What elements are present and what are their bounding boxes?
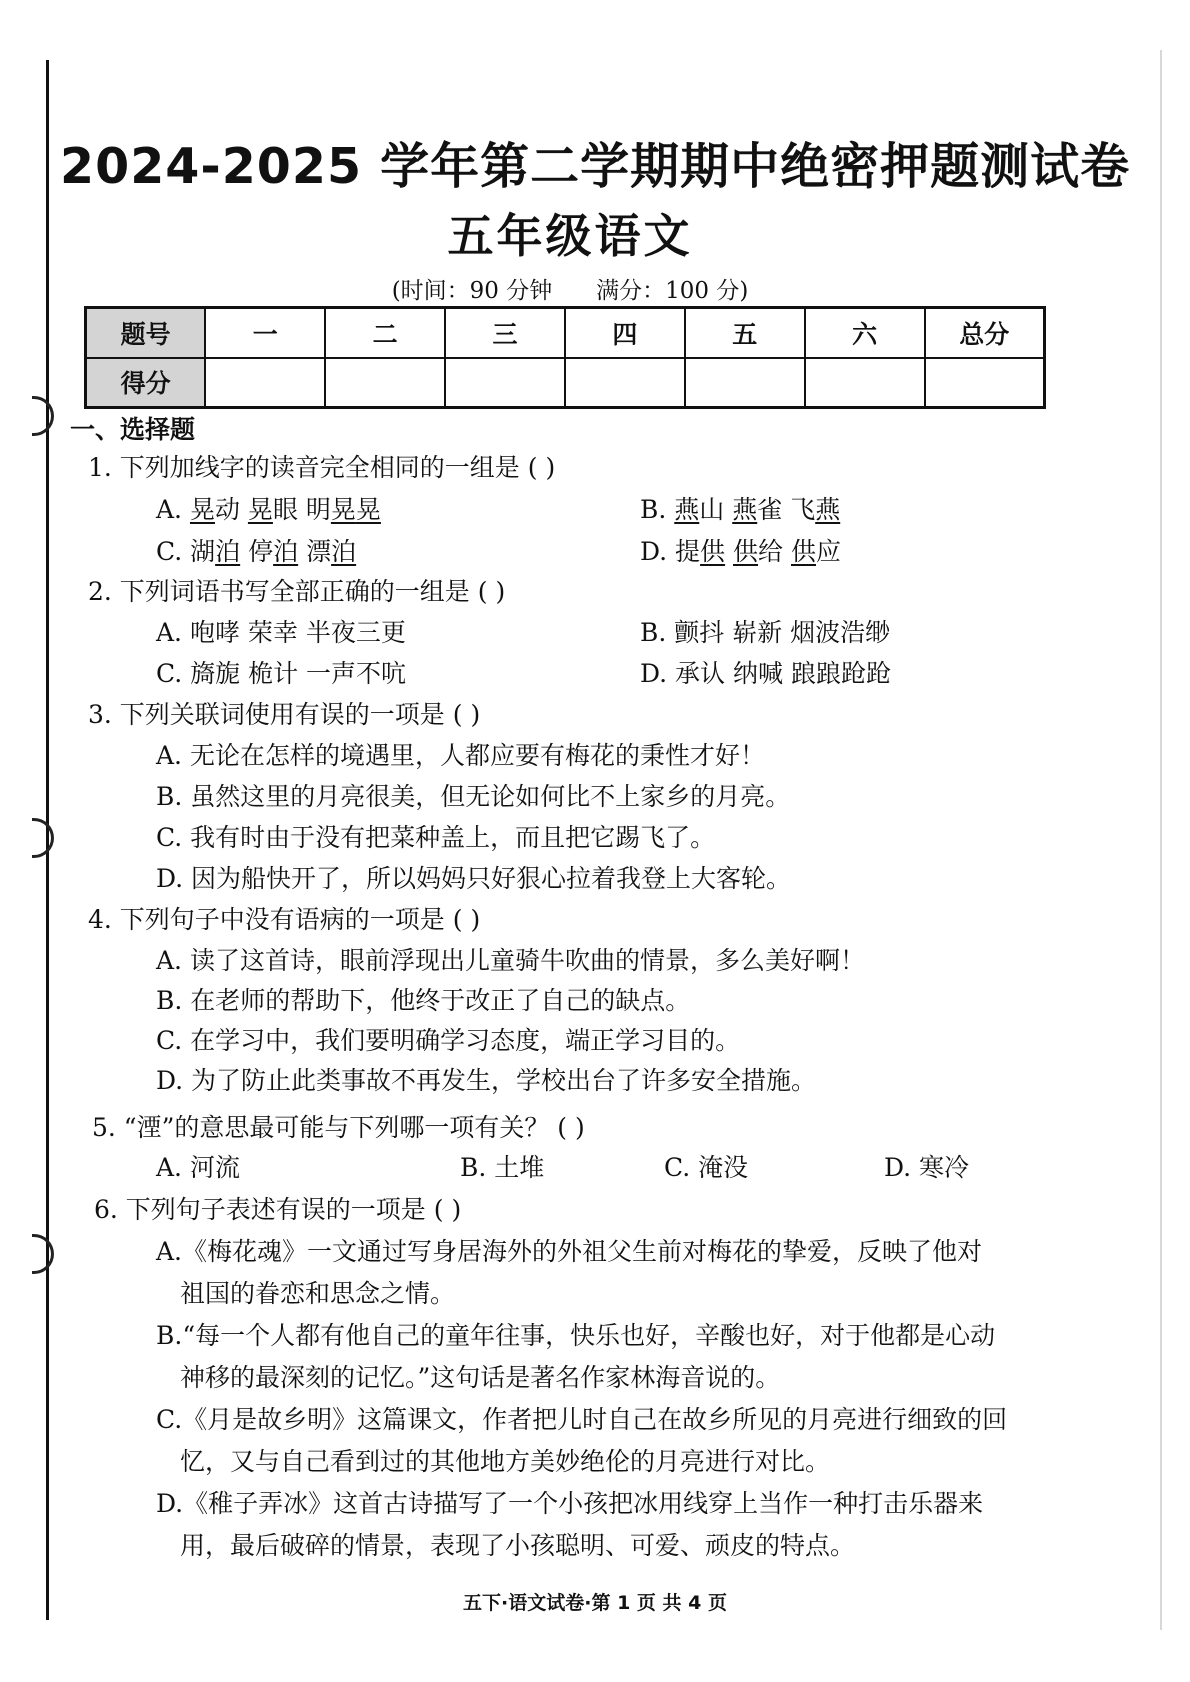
score-table-col: 四 [565,308,685,358]
page-footer: 五下·语文试卷·第 1 页 共 4 页 [463,1592,727,1614]
question-6-option-b-cont: 神移的最深刻的记忆。”这句话是著名作家林海音说的。 [180,1363,781,1392]
question-4-option-c: C. 在学习中，我们要明确学习态度，端正学习目的。 [156,1026,741,1055]
question-5-option-b: B. 土堆 [460,1153,545,1182]
question-1-stem: 1. 下列加线字的读音完全相同的一组是 ( ) [88,453,556,482]
question-5-option-d: D. 寒冷 [884,1153,970,1182]
binding-hole-mark [32,1234,54,1274]
question-3-stem: 3. 下列关联词使用有误的一项是 ( ) [88,700,481,729]
score-table-col: 六 [805,308,925,358]
question-1-option-a: A. 晃动 晃眼 明晃晃 [156,495,381,524]
question-6-option-d: D.《稚子弄冰》这首古诗描写了一个小孩把冰用线穿上当作一种打击乐器来 [156,1489,984,1518]
question-4-option-b: B. 在老师的帮助下，他终于改正了自己的缺点。 [156,986,691,1015]
question-6-option-c: C.《月是故乡明》这篇课文，作者把儿时自己在故乡所见的月亮进行细致的回 [156,1405,1008,1434]
question-5-option-c: C. 淹没 [664,1153,749,1182]
page-edge-right [1160,50,1162,1630]
question-3-option-b: B. 虽然这里的月亮很美，但无论如何比不上家乡的月亮。 [156,782,791,811]
exam-time-and-score: (时间：90 分钟 满分：100 分) [391,278,749,304]
question-3-option-d: D. 因为船快开了，所以妈妈只好狠心拉着我登上大客轮。 [156,864,792,893]
score-table-label-score: 得分 [86,358,206,408]
exam-subtitle: 五年级语文 [447,209,693,263]
question-5-stem: 5. “湮”的意思最可能与下列哪一项有关？ ( ) [92,1113,585,1142]
question-6-stem: 6. 下列句子表述有误的一项是 ( ) [94,1195,462,1224]
question-6-option-b: B.“每一个人都有他自己的童年往事，快乐也好，辛酸也好，对于他都是心动 [156,1321,996,1350]
question-6-option-d-cont: 用，最后破碎的情景，表现了小孩聪明、可爱、顽皮的特点。 [180,1531,856,1560]
score-table-header-row [86,308,1045,358]
question-2-stem: 2. 下列词语书写全部正确的一组是 ( ) [88,577,506,606]
question-4-option-d: D. 为了防止此类事故不再发生，学校出台了许多安全措施。 [156,1066,817,1095]
binding-hole-mark [32,818,54,858]
score-table-score-row [86,358,1045,408]
score-table-col: 五 [685,308,805,358]
question-3-option-a: A. 无论在怎样的境遇里，人都应要有梅花的秉性才好！ [156,741,765,770]
question-2-option-a: A. 咆哮 荣幸 半夜三更 [156,618,406,647]
question-1-option-d: D. 提供 供给 供应 [640,537,842,566]
score-cell[interactable] [685,358,805,408]
question-1-option-c: C. 湖泊 停泊 漂泊 [156,537,357,566]
exam-title: 2024-2025 学年第二学期期中绝密押题测试卷 [60,138,1131,195]
question-5-option-a: A. 河流 [156,1153,240,1182]
score-table-col-total: 总分 [925,308,1045,358]
question-6-option-a: A.《梅花魂》一文通过写身居海外的外祖父生前对梅花的挚爱，反映了他对 [156,1237,983,1266]
score-cell[interactable] [205,358,325,408]
question-2-option-d: D. 承认 纳喊 踉踉跄跄 [640,659,891,688]
score-cell[interactable] [805,358,925,408]
question-2-option-b: B. 颤抖 崭新 烟波浩缈 [640,618,891,647]
question-3-option-c: C. 我有时由于没有把菜种盖上，而且把它踢飞了。 [156,823,716,852]
score-cell[interactable] [445,358,565,408]
score-table-label-question: 题号 [86,308,206,358]
section-title: 一、选择题 [70,415,196,444]
score-table-col: 一 [205,308,325,358]
question-4-stem: 4. 下列句子中没有语病的一项是 ( ) [88,905,481,934]
question-4-option-a: A. 读了这首诗，眼前浮现出儿童骑牛吹曲的情景，多么美好啊！ [156,946,865,975]
score-cell[interactable] [325,358,445,408]
score-table [84,306,1046,409]
question-6-option-a-cont: 祖国的眷恋和思念之情。 [180,1279,456,1308]
question-1-option-b: B. 燕山 燕雀 飞燕 [640,495,841,524]
score-cell[interactable] [925,358,1045,408]
score-table-col: 三 [445,308,565,358]
question-2-option-c: C. 旖旎 桅计 一声不吭 [156,659,407,688]
question-6-option-c-cont: 忆，又与自己看到过的其他地方美妙绝伦的月亮进行对比。 [180,1447,831,1476]
score-cell[interactable] [565,358,685,408]
binding-hole-mark [32,396,54,436]
score-table-col: 二 [325,308,445,358]
